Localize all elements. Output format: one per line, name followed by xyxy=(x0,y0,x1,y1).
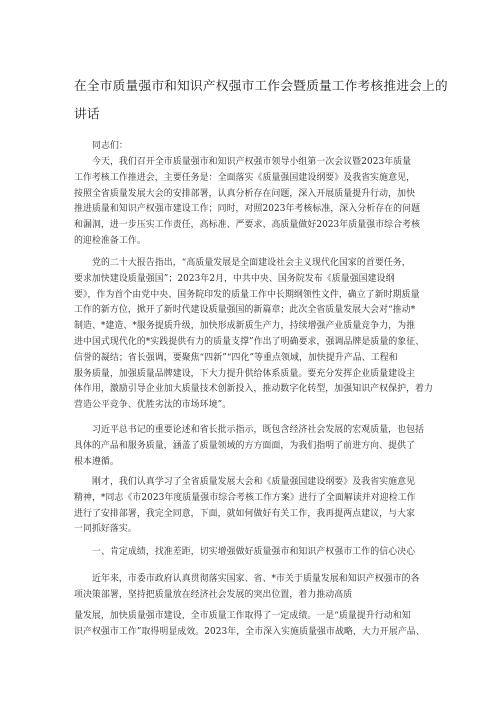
paragraph xyxy=(74,609,446,641)
paragraph-line: 工作考核工作推进会，主要任务是：全面落实《质量强国建设纲要》及我省实施意见， xyxy=(74,172,416,183)
paragraph-line: 习近平总书记的重要论述和省长批示指示，既包含经济社会发展的宏观质量，也包括 xyxy=(92,425,425,435)
paragraph-line: 今天，我们召开全市质量强市和知识产权强市领导小组第一次会议暨2023年质量 xyxy=(92,157,412,167)
paragraph-line: 进行了安排部署，我完全同意，下面，就如何做好有关工作，我再提两点建议，与大家 xyxy=(74,508,416,519)
paragraph-line: 党的二十大报告指出，“高质量发展是全面建设社会主义现代化国家的首要任务， xyxy=(92,258,411,268)
paragraph-line: 近年来，市委市政府认真贯彻落实国家、省、*市关于质量发展和知识产权强市的各 xyxy=(92,574,420,584)
paragraph-line: 进中国式现代化的*实践提供有力的质量支撑”作出了明确要求，强调品牌是质量的象征、 xyxy=(74,336,425,347)
paragraph-line: 量发展，加快质量强市建设，全市质量工作取得了一定成绩。一是“质量提升行动和知 xyxy=(74,611,411,621)
paragraph-line: 信誉的凝结；省长强调，要聚焦“四新”“四化”等重点领域，加快提升产品、工程和 xyxy=(74,352,398,363)
paragraph-line: 精神，*同志《市2023年度质量强市综合考核工作方案》进行了全面解读并对迎检工作 xyxy=(74,492,416,503)
paragraph-line: 推进质量和知识产权强市建设工作；同时，对照2023年考核标准，深入分析存在的问题 xyxy=(74,204,421,215)
paragraph-line: 项决策部署，坚持把质量放在经济社会发展的突出位置，着力推动高质 xyxy=(74,589,353,600)
paragraph xyxy=(74,475,446,538)
paragraph-line: 要》，作为首个由党中央、国务院印发的质量工作中长期纲领性文件，确立了新时期质量 xyxy=(74,289,420,300)
paragraph xyxy=(74,256,446,414)
paragraph xyxy=(74,545,446,561)
paragraph xyxy=(74,139,446,155)
paragraph-line: 按照全省质量发展大会的安排部署，认真分析存在问题，深入开展质量提升行动，加快 xyxy=(74,188,416,199)
paragraph-line: 工作的新方位，掀开了新时代建设质量强国的新篇章；此次全省质量发展大会对“推动* xyxy=(74,305,416,316)
paragraph-line: 一同抓好落实。 xyxy=(74,524,137,535)
document-title xyxy=(74,72,448,128)
paragraph xyxy=(74,155,446,250)
paragraph-line: 同志们： xyxy=(92,141,128,151)
title-line-2: 讲话 xyxy=(74,106,100,121)
paragraph-line: 要求加快建设质量强国”；2023年2月，中共中央、国务院发布《质量强国建设纲 xyxy=(74,273,395,284)
paragraph-line: 识产权强市工作”取得明显成效。2023年，全市深入实施质量强市战略，大力开展产品、 xyxy=(74,626,425,637)
paragraph xyxy=(74,423,446,470)
paragraph-line: 具体的产品和服务质量，涵盖了质量领域的方方面面，为我们指明了前进方向、提供了 xyxy=(74,440,416,451)
paragraph-line: 体作用，激励引导企业加大质量技术创新投入，推动数字化转型，加强知识产权保护，着力 xyxy=(74,384,433,395)
paragraph-line: 刚才，我们认真学习了全省质量发展大会和《质量强国建设纲要》及我省实施意见 xyxy=(92,477,416,487)
title-line-1: 在全市质量强市和知识产权强市工作会暨质量工作考核推进会上的 xyxy=(74,78,448,93)
paragraph-line: 的迎检准备工作。 xyxy=(74,235,146,246)
paragraph-line: 制造、*建造、*服务提质升级，加快形成新质生产力，持续增强产业质量竞争力，为推 xyxy=(74,321,416,332)
paragraph-line: 一、肯定成绩，找准差距，切实增强做好质量强市和知识产权强市工作的信心决心 xyxy=(92,547,416,557)
paragraph-line: 根本遵循。 xyxy=(74,456,119,467)
paragraph-line: 营造公平竞争、优胜劣汰的市场环境”。 xyxy=(74,400,232,411)
paragraph-line: 和漏洞，进一步压实工作责任，高标准、严要求、高质量做好2023年质量强市综合考核 xyxy=(74,220,421,231)
paragraph-line: 服务质量，加强质量品牌建设，下大力提升供给体系质量。要充分发挥企业质量建设主 xyxy=(74,368,416,379)
paragraph xyxy=(74,572,446,604)
